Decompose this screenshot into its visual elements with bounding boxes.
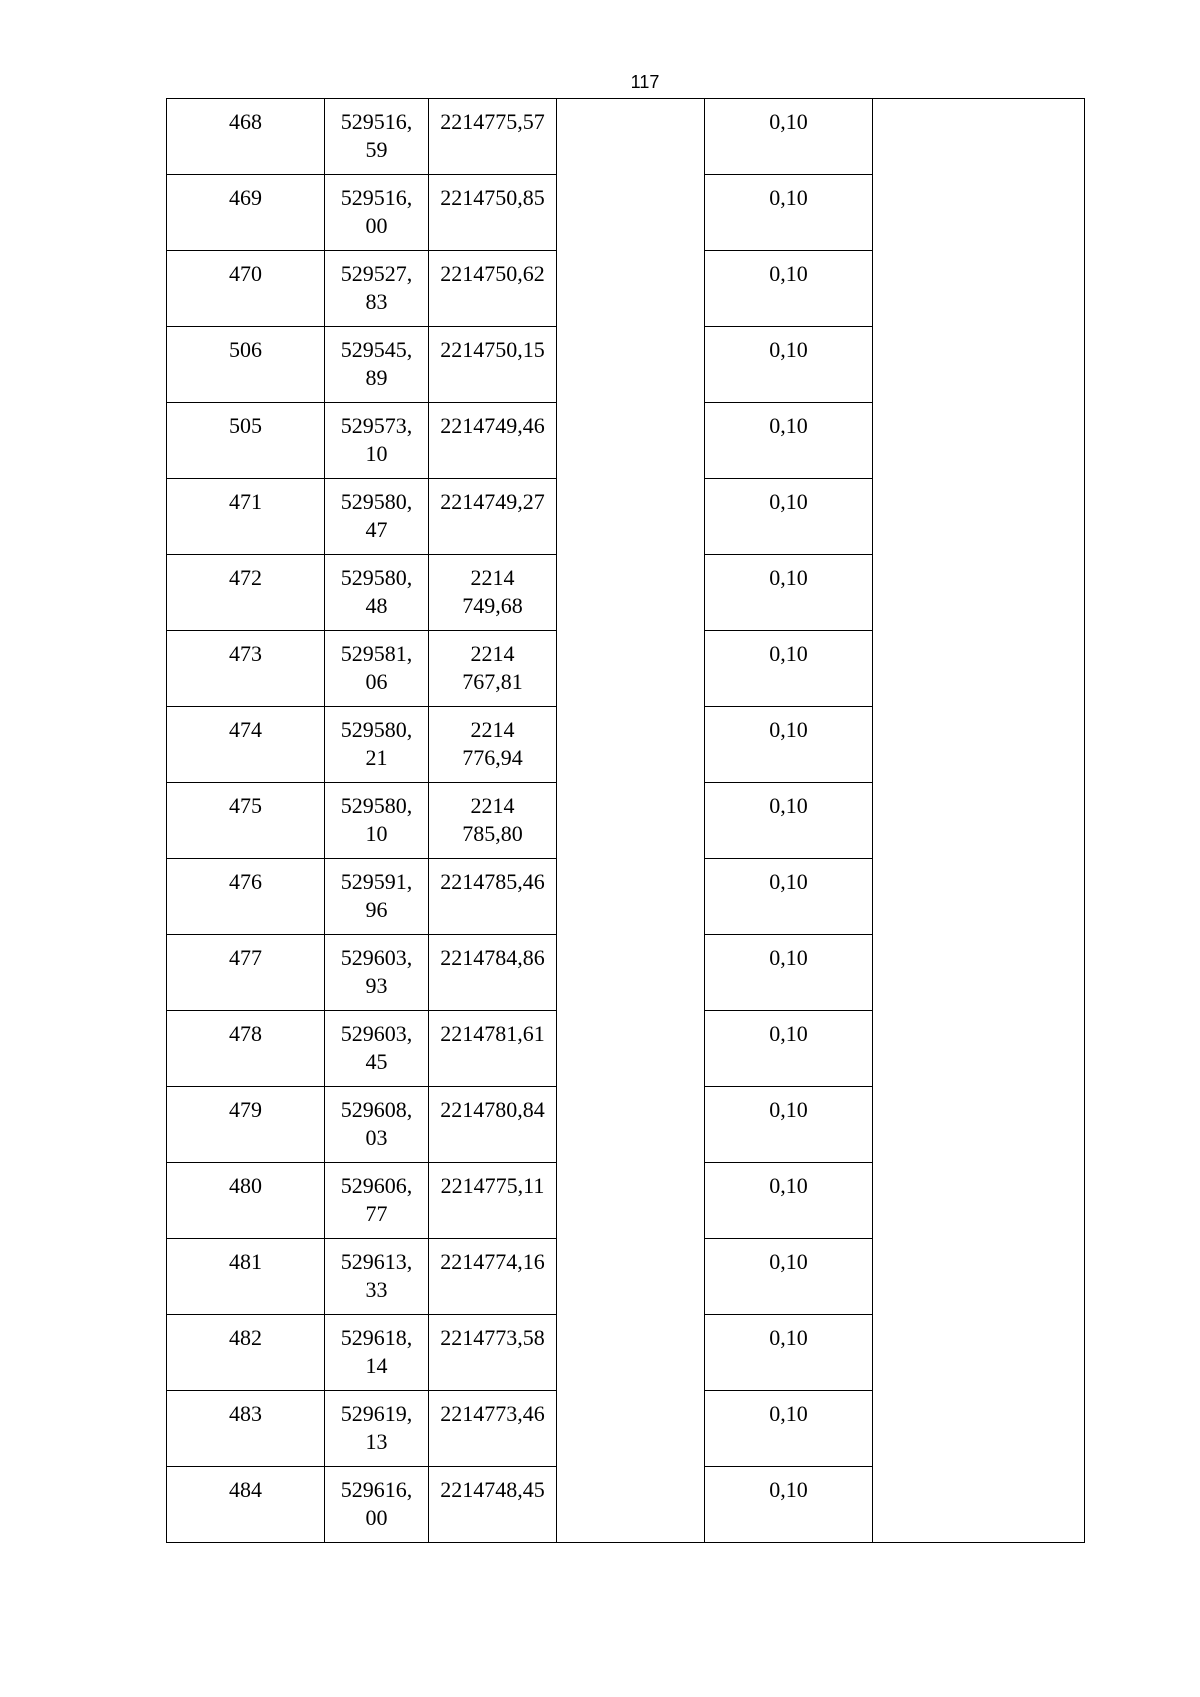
- x-coordinate-cell: [325, 403, 429, 479]
- precision-value: 0,10: [769, 413, 808, 438]
- point-number-cell: [167, 403, 325, 479]
- x-coordinate-cell: [325, 1239, 429, 1315]
- y-coordinate-line2: 767,81: [462, 669, 523, 694]
- precision-cell: [705, 631, 873, 707]
- precision-cell: [705, 1467, 873, 1543]
- y-coordinate-cell: [429, 1011, 557, 1087]
- x-coordinate-line1: 529516,: [340, 185, 413, 210]
- point-number-cell: [167, 479, 325, 555]
- x-coordinate-cell: [325, 1087, 429, 1163]
- x-coordinate-cell: [325, 327, 429, 403]
- y-coordinate-cell: [429, 1239, 557, 1315]
- point-number-cell: [167, 1315, 325, 1391]
- y-coordinate-line1: 2214: [470, 641, 515, 666]
- y-coordinate-cell: [429, 479, 557, 555]
- point-number-cell: [167, 175, 325, 251]
- y-coordinate-cell: [429, 251, 557, 327]
- y-coordinate-line1: 2214748,45: [440, 1477, 545, 1502]
- x-coordinate-line1: 529573,: [340, 413, 413, 438]
- x-coordinate-line1: 529603,: [340, 945, 413, 970]
- x-coordinate-line2: 10: [365, 441, 388, 466]
- point-number-cell: [167, 1391, 325, 1467]
- x-coordinate-cell: [325, 99, 429, 175]
- x-coordinate-line2: 48: [365, 593, 388, 618]
- y-coordinate-cell: [429, 1391, 557, 1467]
- point-number: 479: [229, 1097, 262, 1122]
- x-coordinate-line1: 529580,: [340, 489, 413, 514]
- y-coordinate-cell: [429, 935, 557, 1011]
- x-coordinate-line2: 10: [365, 821, 388, 846]
- point-number-cell: [167, 1087, 325, 1163]
- x-coordinate-cell: [325, 1163, 429, 1239]
- precision-cell: [705, 1011, 873, 1087]
- point-number-cell: [167, 935, 325, 1011]
- precision-value: 0,10: [769, 185, 808, 210]
- x-coordinate-line1: 529606,: [340, 1173, 413, 1198]
- precision-value: 0,10: [769, 641, 808, 666]
- precision-cell: [705, 251, 873, 327]
- y-coordinate-line1: 2214750,85: [440, 185, 545, 210]
- y-coordinate-line1: 2214: [470, 717, 515, 742]
- point-number: 468: [229, 109, 262, 134]
- y-coordinate-line2: 749,68: [462, 593, 523, 618]
- point-number: 483: [229, 1401, 262, 1426]
- y-coordinate-cell: [429, 555, 557, 631]
- coordinates-table: [166, 98, 1085, 1543]
- point-number: 482: [229, 1325, 262, 1350]
- x-coordinate-cell: [325, 707, 429, 783]
- point-number-cell: [167, 631, 325, 707]
- x-coordinate-cell: [325, 1467, 429, 1543]
- x-coordinate-cell: [325, 555, 429, 631]
- precision-cell: [705, 327, 873, 403]
- x-coordinate-line1: 529545,: [340, 337, 413, 362]
- y-coordinate-cell: [429, 1467, 557, 1543]
- x-coordinate-cell: [325, 479, 429, 555]
- precision-value: 0,10: [769, 793, 808, 818]
- precision-value: 0,10: [769, 1477, 808, 1502]
- y-coordinate-cell: [429, 99, 557, 175]
- x-coordinate-line2: 47: [365, 517, 388, 542]
- x-coordinate-cell: [325, 859, 429, 935]
- point-number: 475: [229, 793, 262, 818]
- y-coordinate-line1: 2214781,61: [440, 1021, 545, 1046]
- point-number-cell: [167, 783, 325, 859]
- x-coordinate-line2: 83: [365, 289, 388, 314]
- y-coordinate-line1: 2214773,46: [440, 1401, 545, 1426]
- y-coordinate-cell: [429, 631, 557, 707]
- point-number-cell: [167, 555, 325, 631]
- x-coordinate-line1: 529591,: [340, 869, 413, 894]
- empty-merged-cell: [873, 99, 1085, 1543]
- point-number-cell: [167, 1467, 325, 1543]
- point-number: 469: [229, 185, 262, 210]
- precision-value: 0,10: [769, 1097, 808, 1122]
- precision-cell: [705, 707, 873, 783]
- y-coordinate-line1: 2214749,27: [440, 489, 545, 514]
- x-coordinate-line2: 14: [365, 1353, 388, 1378]
- x-coordinate-line2: 00: [365, 213, 388, 238]
- x-coordinate-line1: 529619,: [340, 1401, 413, 1426]
- precision-value: 0,10: [769, 565, 808, 590]
- x-coordinate-line2: 03: [365, 1125, 388, 1150]
- precision-cell: [705, 175, 873, 251]
- point-number-cell: [167, 1011, 325, 1087]
- point-number: 472: [229, 565, 262, 590]
- y-coordinate-cell: [429, 1163, 557, 1239]
- precision-cell: [705, 859, 873, 935]
- point-number-cell: [167, 99, 325, 175]
- x-coordinate-line1: 529613,: [340, 1249, 413, 1274]
- precision-cell: [705, 1315, 873, 1391]
- x-coordinate-line2: 89: [365, 365, 388, 390]
- point-number: 476: [229, 869, 262, 894]
- point-number: 478: [229, 1021, 262, 1046]
- precision-cell: [705, 1163, 873, 1239]
- x-coordinate-line2: 45: [365, 1049, 388, 1074]
- page-number: 117: [630, 72, 660, 92]
- point-number-cell: [167, 327, 325, 403]
- x-coordinate-line2: 21: [365, 745, 388, 770]
- precision-value: 0,10: [769, 1249, 808, 1274]
- y-coordinate-cell: [429, 1315, 557, 1391]
- x-coordinate-cell: [325, 783, 429, 859]
- y-coordinate-line1: 2214773,58: [440, 1325, 545, 1350]
- y-coordinate-cell: [429, 783, 557, 859]
- y-coordinate-cell: [429, 175, 557, 251]
- y-coordinate-line1: 2214775,57: [440, 109, 545, 134]
- y-coordinate-cell: [429, 707, 557, 783]
- x-coordinate-cell: [325, 1391, 429, 1467]
- y-coordinate-cell: [429, 403, 557, 479]
- precision-cell: [705, 555, 873, 631]
- x-coordinate-line2: 96: [365, 897, 388, 922]
- x-coordinate-line1: 529580,: [340, 565, 413, 590]
- x-coordinate-line2: 93: [365, 973, 388, 998]
- x-coordinate-line1: 529603,: [340, 1021, 413, 1046]
- precision-cell: [705, 479, 873, 555]
- x-coordinate-cell: [325, 935, 429, 1011]
- empty-merged-cell: [557, 99, 705, 1543]
- x-coordinate-line1: 529527,: [340, 261, 413, 286]
- point-number-cell: [167, 859, 325, 935]
- y-coordinate-cell: [429, 859, 557, 935]
- y-coordinate-line1: 2214785,46: [440, 869, 545, 894]
- x-coordinate-line2: 33: [365, 1277, 388, 1302]
- point-number-cell: [167, 1163, 325, 1239]
- precision-cell: [705, 1087, 873, 1163]
- x-coordinate-line1: 529516,: [340, 109, 413, 134]
- x-coordinate-line2: 59: [365, 137, 388, 162]
- x-coordinate-line1: 529608,: [340, 1097, 413, 1122]
- x-coordinate-cell: [325, 251, 429, 327]
- x-coordinate-cell: [325, 1315, 429, 1391]
- y-coordinate-cell: [429, 327, 557, 403]
- y-coordinate-line1: 2214784,86: [440, 945, 545, 970]
- y-coordinate-line1: 2214750,15: [440, 337, 545, 362]
- x-coordinate-cell: [325, 631, 429, 707]
- precision-value: 0,10: [769, 337, 808, 362]
- precision-value: 0,10: [769, 717, 808, 742]
- point-number: 477: [229, 945, 262, 970]
- y-coordinate-line2: 785,80: [462, 821, 523, 846]
- y-coordinate-line1: 2214: [470, 565, 515, 590]
- y-coordinate-line1: 2214780,84: [440, 1097, 545, 1122]
- precision-cell: [705, 1239, 873, 1315]
- x-coordinate-line2: 06: [365, 669, 388, 694]
- point-number: 470: [229, 261, 262, 286]
- y-coordinate-cell: [429, 1087, 557, 1163]
- precision-cell: [705, 935, 873, 1011]
- x-coordinate-cell: [325, 175, 429, 251]
- point-number: 480: [229, 1173, 262, 1198]
- x-coordinate-cell: [325, 1011, 429, 1087]
- precision-value: 0,10: [769, 1325, 808, 1350]
- precision-cell: [705, 403, 873, 479]
- y-coordinate-line1: 2214749,46: [440, 413, 545, 438]
- precision-cell: [705, 1391, 873, 1467]
- precision-value: 0,10: [769, 261, 808, 286]
- point-number: 481: [229, 1249, 262, 1274]
- x-coordinate-line2: 77: [365, 1201, 388, 1226]
- precision-value: 0,10: [769, 945, 808, 970]
- y-coordinate-line2: 776,94: [462, 745, 523, 770]
- y-coordinate-line1: 2214774,16: [440, 1249, 545, 1274]
- x-coordinate-line1: 529581,: [340, 641, 413, 666]
- x-coordinate-line1: 529616,: [340, 1477, 413, 1502]
- y-coordinate-line1: 2214775,11: [440, 1173, 545, 1198]
- precision-value: 0,10: [769, 1401, 808, 1426]
- x-coordinate-line2: 00: [365, 1505, 388, 1530]
- table-row: [167, 99, 1085, 175]
- precision-value: 0,10: [769, 1173, 808, 1198]
- point-number-cell: [167, 1239, 325, 1315]
- precision-cell: [705, 99, 873, 175]
- y-coordinate-line1: 2214750,62: [440, 261, 545, 286]
- x-coordinate-line1: 529580,: [340, 793, 413, 818]
- coordinates-table-body: [167, 99, 1085, 1543]
- point-number: 506: [229, 337, 262, 362]
- point-number-cell: [167, 251, 325, 327]
- x-coordinate-line1: 529618,: [340, 1325, 413, 1350]
- precision-value: 0,10: [769, 109, 808, 134]
- x-coordinate-line1: 529580,: [340, 717, 413, 742]
- point-number: 473: [229, 641, 262, 666]
- point-number-cell: [167, 707, 325, 783]
- point-number: 474: [229, 717, 262, 742]
- point-number: 471: [229, 489, 262, 514]
- precision-value: 0,10: [769, 489, 808, 514]
- precision-cell: [705, 783, 873, 859]
- point-number: 505: [229, 413, 262, 438]
- precision-value: 0,10: [769, 1021, 808, 1046]
- precision-value: 0,10: [769, 869, 808, 894]
- point-number: 484: [229, 1477, 262, 1502]
- y-coordinate-line1: 2214: [470, 793, 515, 818]
- x-coordinate-line2: 13: [365, 1429, 388, 1454]
